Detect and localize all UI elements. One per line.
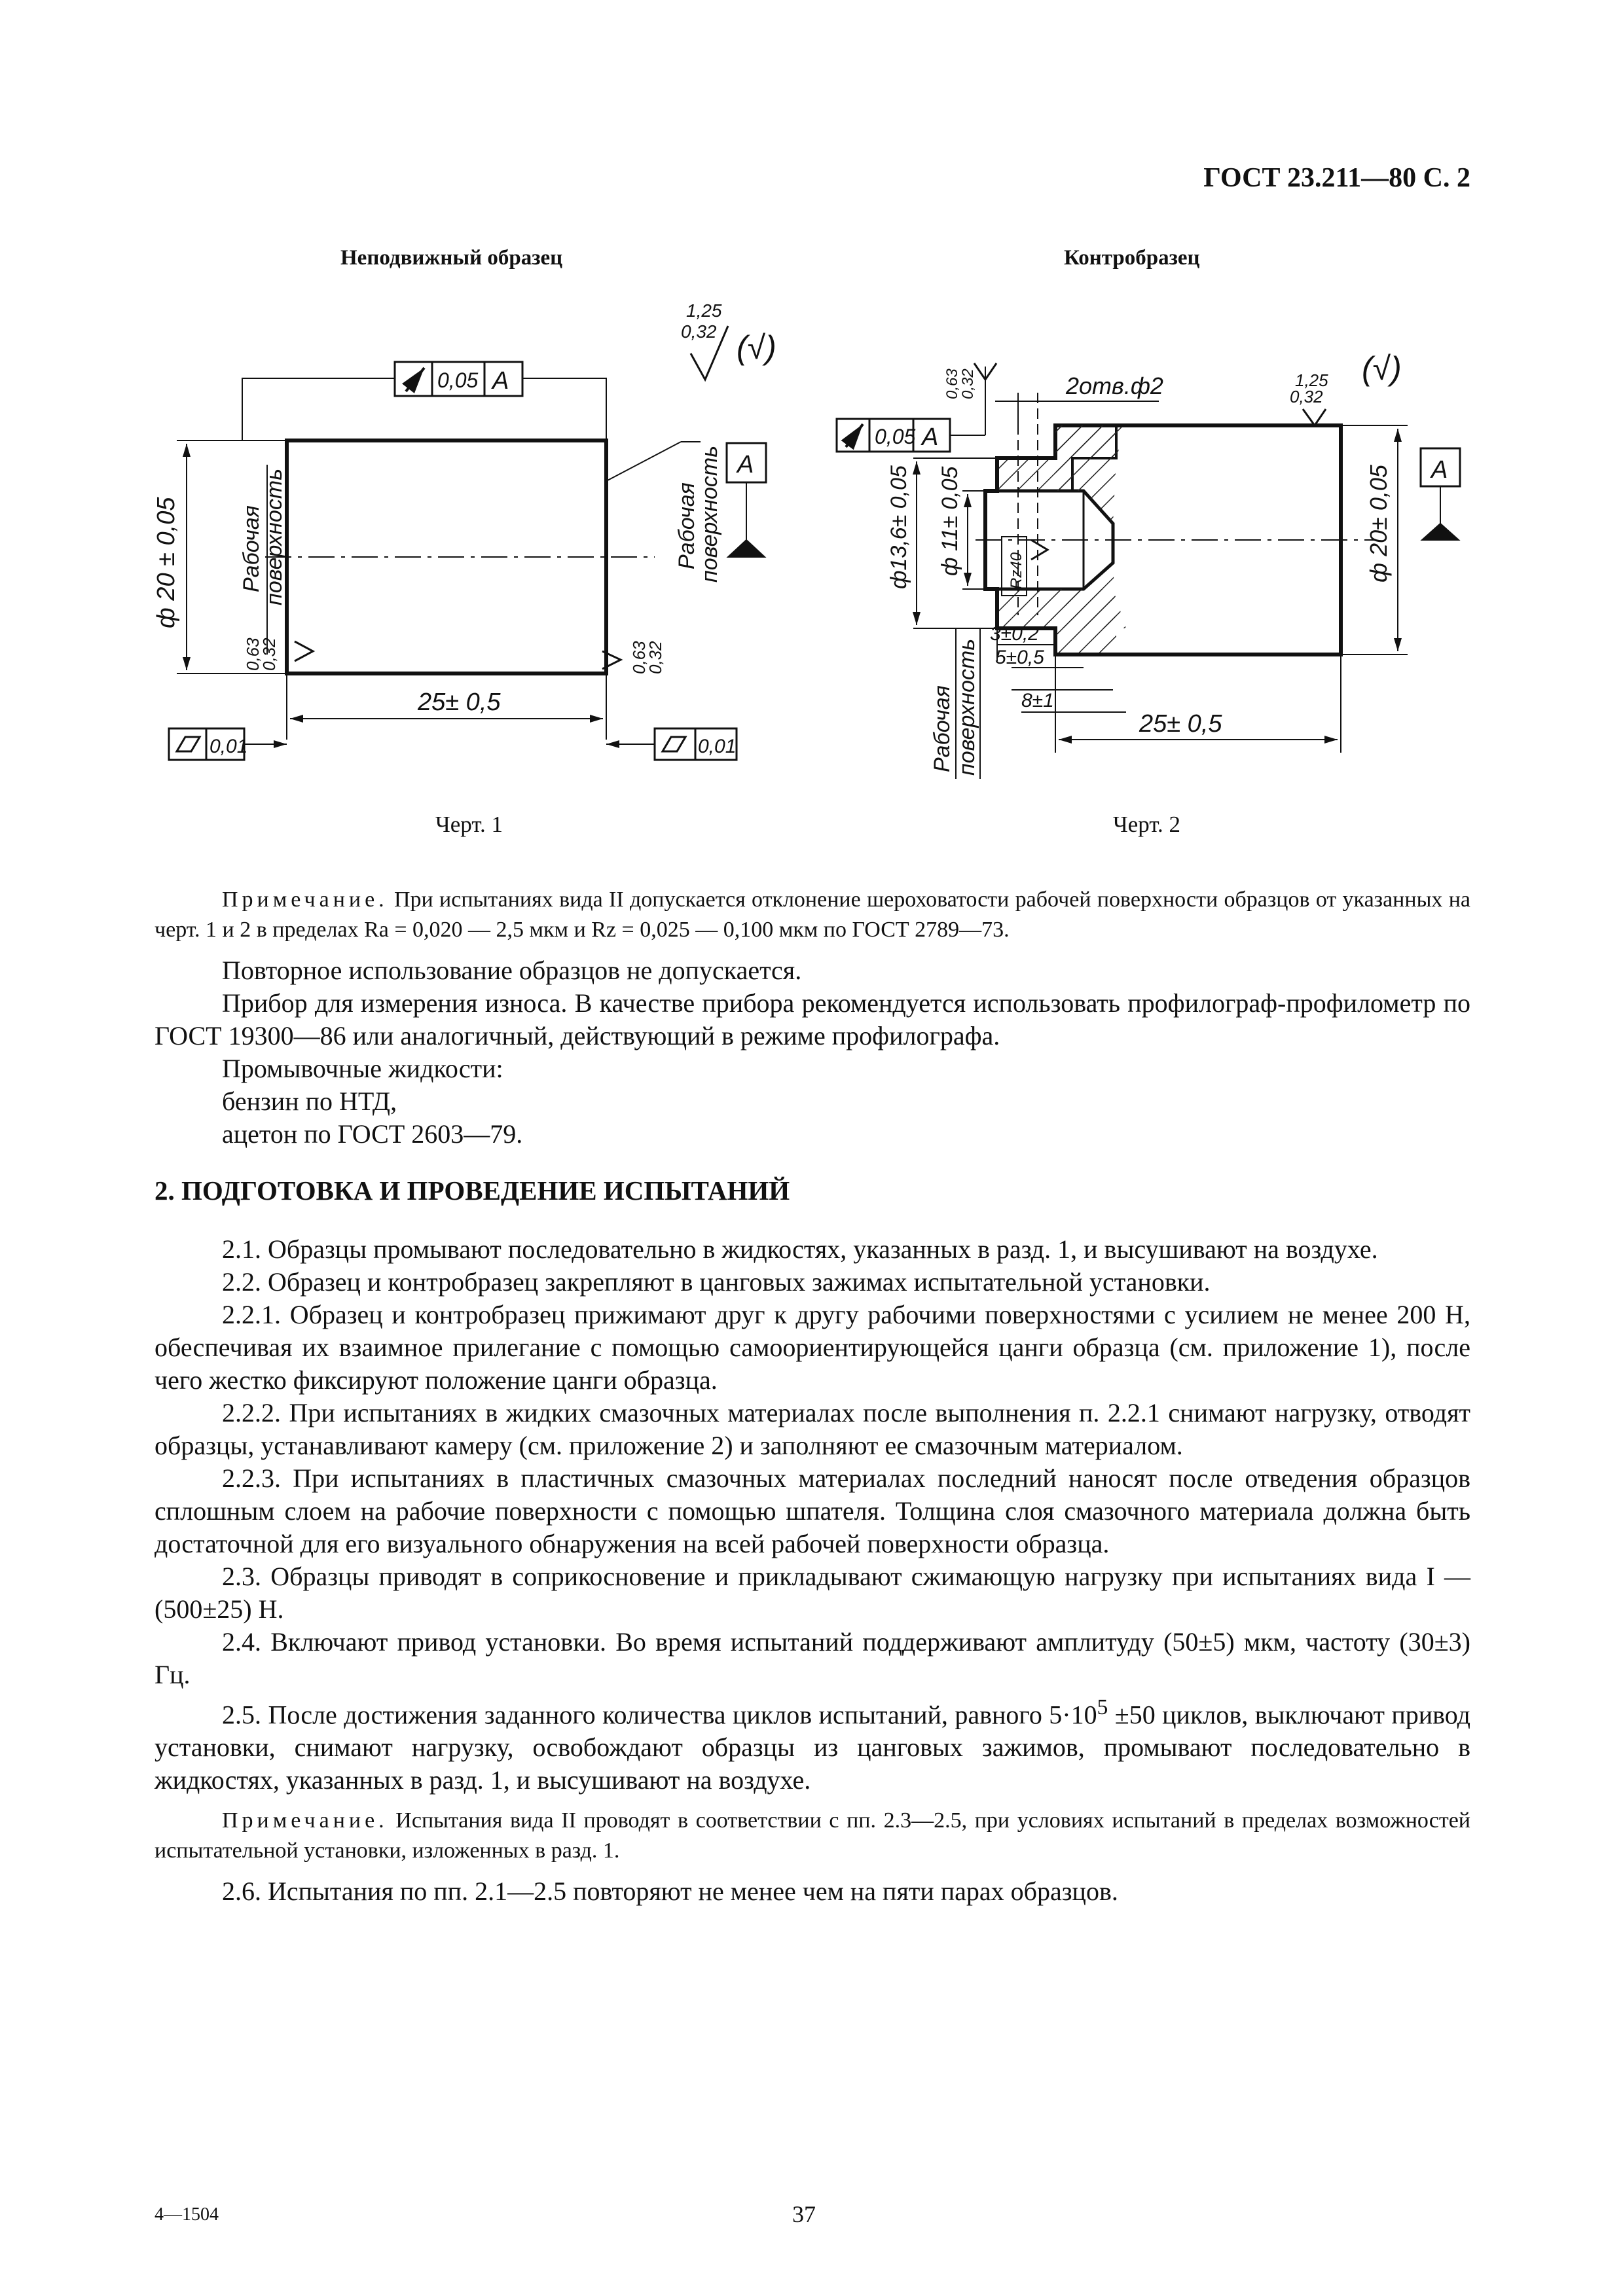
fig2-runout-value: 0,05: [875, 425, 916, 448]
fig1-datum-letter-right: А: [737, 451, 754, 478]
paragraph: 2.6. Испытания по пп. 2.1—2.5 повторяют не менее чем на пяти парах образцов.: [222, 1876, 1118, 1907]
fig1-rough-right-2: 0,32: [646, 641, 665, 674]
fig2-dim-5: 5±0,5: [995, 647, 1044, 668]
page-header: ГОСТ 23.211—80 С. 2: [1203, 163, 1470, 193]
paragraph: 2.2. Образец и контробразец закрепляют в цанговых зажимах испытательной установки.: [222, 1267, 1211, 1297]
fig1-rough-right-1: 0,63: [629, 641, 649, 674]
fig2-length-label: 25± 0,5: [1139, 710, 1222, 738]
fig2-rough-left-2: 0,32: [959, 368, 977, 399]
paragraph: 2.4. Включают привод установки. Во время испытаний поддерживают амплитуду (50±5) мкм, частоту (30±3) Гц.: [155, 1627, 1470, 1689]
fig1-work-surface-left-1: Рабочая: [239, 505, 264, 592]
paragraph: ацетон по ГОСТ 2603—79.: [222, 1119, 523, 1149]
fig2-datum-letter-right: А: [1431, 456, 1448, 484]
datum-triangle-icon: [1422, 524, 1459, 540]
fig1-rough-general: (√): [737, 329, 776, 366]
note-2: Примечание. Испытания вида II проводят в соответствии с пп. 2.3—2.5, при условиях испытаний в пределах возможностей испытательной установки, изложенных в разд. 1.: [155, 1808, 1470, 1863]
paragraph: бензин по НТД,: [222, 1086, 397, 1116]
fig2-rough-top-1: 1,25: [1295, 370, 1328, 390]
fig1-flatness-value-left: 0,01: [210, 736, 248, 757]
document-body: [155, 885, 1470, 1908]
fig2-title: Контробразец: [1064, 246, 1200, 270]
technical-drawings: [0, 275, 1623, 812]
page-number: 37: [792, 2201, 816, 2227]
fig2-work-surface-2: поверхность: [955, 638, 979, 776]
footer-code: 4—1504: [155, 2204, 219, 2225]
paragraph: 2.5. После достижения заданного количества циклов испытаний, равного $5\cdot 10^5 \pm 50$ циклов, выключают привод установки, снимают нагрузку, освобождают образцы из цанговых зажимов, промывают последовательно в жидкостях, указанных в разд. 1, и высушивают на воздухе.: [155, 1695, 1470, 1795]
flatness-icon: [663, 737, 685, 751]
fig1-runout-arrow-icon: [406, 368, 424, 391]
fig1-work-surface-right-2: поверхность: [697, 445, 722, 583]
datum-triangle-icon: [728, 540, 765, 557]
fig2-rough-left-1: 0,63: [943, 368, 961, 399]
paragraph: Повторное использование образцов не допускается.: [222, 956, 802, 985]
fig1-caption: Черт. 1: [435, 812, 503, 837]
paragraph: Промывочные жидкости:: [222, 1054, 503, 1083]
fig1-runout-value: 0,05: [437, 368, 479, 392]
fig2-caption: Черт. 2: [1113, 812, 1180, 837]
paragraph: 2.1. Образцы промывают последовательно в жидкостях, указанных в разд. 1, и высушивают на воздухе.: [222, 1234, 1378, 1264]
fig1-datum-letter: А: [492, 367, 509, 395]
fig1-rough-left-1: 0,63: [243, 637, 263, 671]
fig2-rough-general: (√): [1362, 350, 1402, 387]
fig1-diameter-label: ф 20 ± 0,05: [153, 497, 180, 628]
fig2-work-surface-1: Рабочая: [930, 685, 955, 772]
fig2-dim-3: 3±0,2: [990, 623, 1039, 645]
roughness-icon: [1031, 540, 1048, 560]
paragraph: Прибор для измерения износа. В качестве прибора рекомендуется использовать профилограф-профилометр по ГОСТ 19300—86 или аналогичный, действующий в режиме профилографа.: [155, 988, 1470, 1050]
fig2-outer-diameter-label: ф 20± 0,05: [1365, 465, 1392, 583]
fig1-flatness-value-right: 0,01: [698, 736, 737, 757]
fig2-runout-arrow-icon: [846, 424, 863, 447]
section-title: 2. ПОДГОТОВКА И ПРОВЕДЕНИЕ ИСПЫТАНИЙ: [155, 1175, 790, 1206]
roughness-icon: [295, 641, 313, 661]
fig2-11-label: ф 11± 0,05: [938, 466, 962, 576]
note-1: Примечание. При испытаниях вида II допускается отклонение шероховатости рабочей поверхности образцов от указанных на черт. 1 и 2 в пределах Ra = 0,020 — 2,5 мкм и Rz = 0,025 — 0,100 мкм по ГОСТ 2789—73.: [155, 888, 1470, 942]
fig1-title: Неподвижный образец: [340, 246, 563, 270]
fig1-rough-top-2: 0,32: [681, 321, 717, 342]
paragraph: 2.2.3. При испытаниях в пластичных смазочных материалах последний наносят после отведения образцов сплошным слоем на рабочие поверхности с помощью шпателя. Толщина слоя смазочного материала должна быть достаточной для его визуального обнаружения на всей рабочей поверхности образца.: [155, 1463, 1470, 1558]
fig1-labels: [153, 300, 776, 757]
fig1-rough-left-2: 0,32: [259, 637, 279, 671]
fig2-datum-letter: А: [922, 423, 939, 451]
flatness-icon: [177, 737, 200, 751]
fig1-length-label: 25± 0,5: [418, 689, 501, 716]
fig2-136-label: ф13,6± 0,05: [886, 465, 911, 589]
paragraph: 2.2.2. При испытаниях в жидких смазочных материалах после выполнения п. 2.2.1 снимают нагрузку, отводят образцы, устанавливают камеру (см. приложение 2) и заполняют ее смазочным материалом.: [155, 1398, 1470, 1460]
fig2-dim-8: 8±1: [1021, 690, 1054, 711]
fig2-holes-label: 2отв.ф2: [1066, 372, 1163, 399]
fig2-rz-label: Rz40: [1008, 552, 1025, 589]
fig1-work-surface-left-2: поверхность: [262, 468, 287, 605]
paragraph: 2.2.1. Образец и контробразец прижимают друг к другу рабочими поверхностями с усилием не менее 200 Н, обеспечивая их взаимное прилегание с помощью самоориентирующейся цанги образца (см. приложение 1), после чего жестко фиксируют положение цанги образца.: [155, 1300, 1470, 1395]
fig2-rough-top-2: 0,32: [1290, 387, 1323, 406]
fig1-work-surface-right-1: Рабочая: [674, 482, 699, 569]
paragraph: 2.3. Образцы приводят в соприкосновение и прикладывают сжимающую нагрузку при испытаниях вида I — (500±25) Н.: [155, 1562, 1470, 1624]
fig1-rough-top-1: 1,25: [686, 300, 722, 321]
fig2-labels: [875, 350, 1448, 776]
roughness-icon: [1303, 409, 1326, 425]
